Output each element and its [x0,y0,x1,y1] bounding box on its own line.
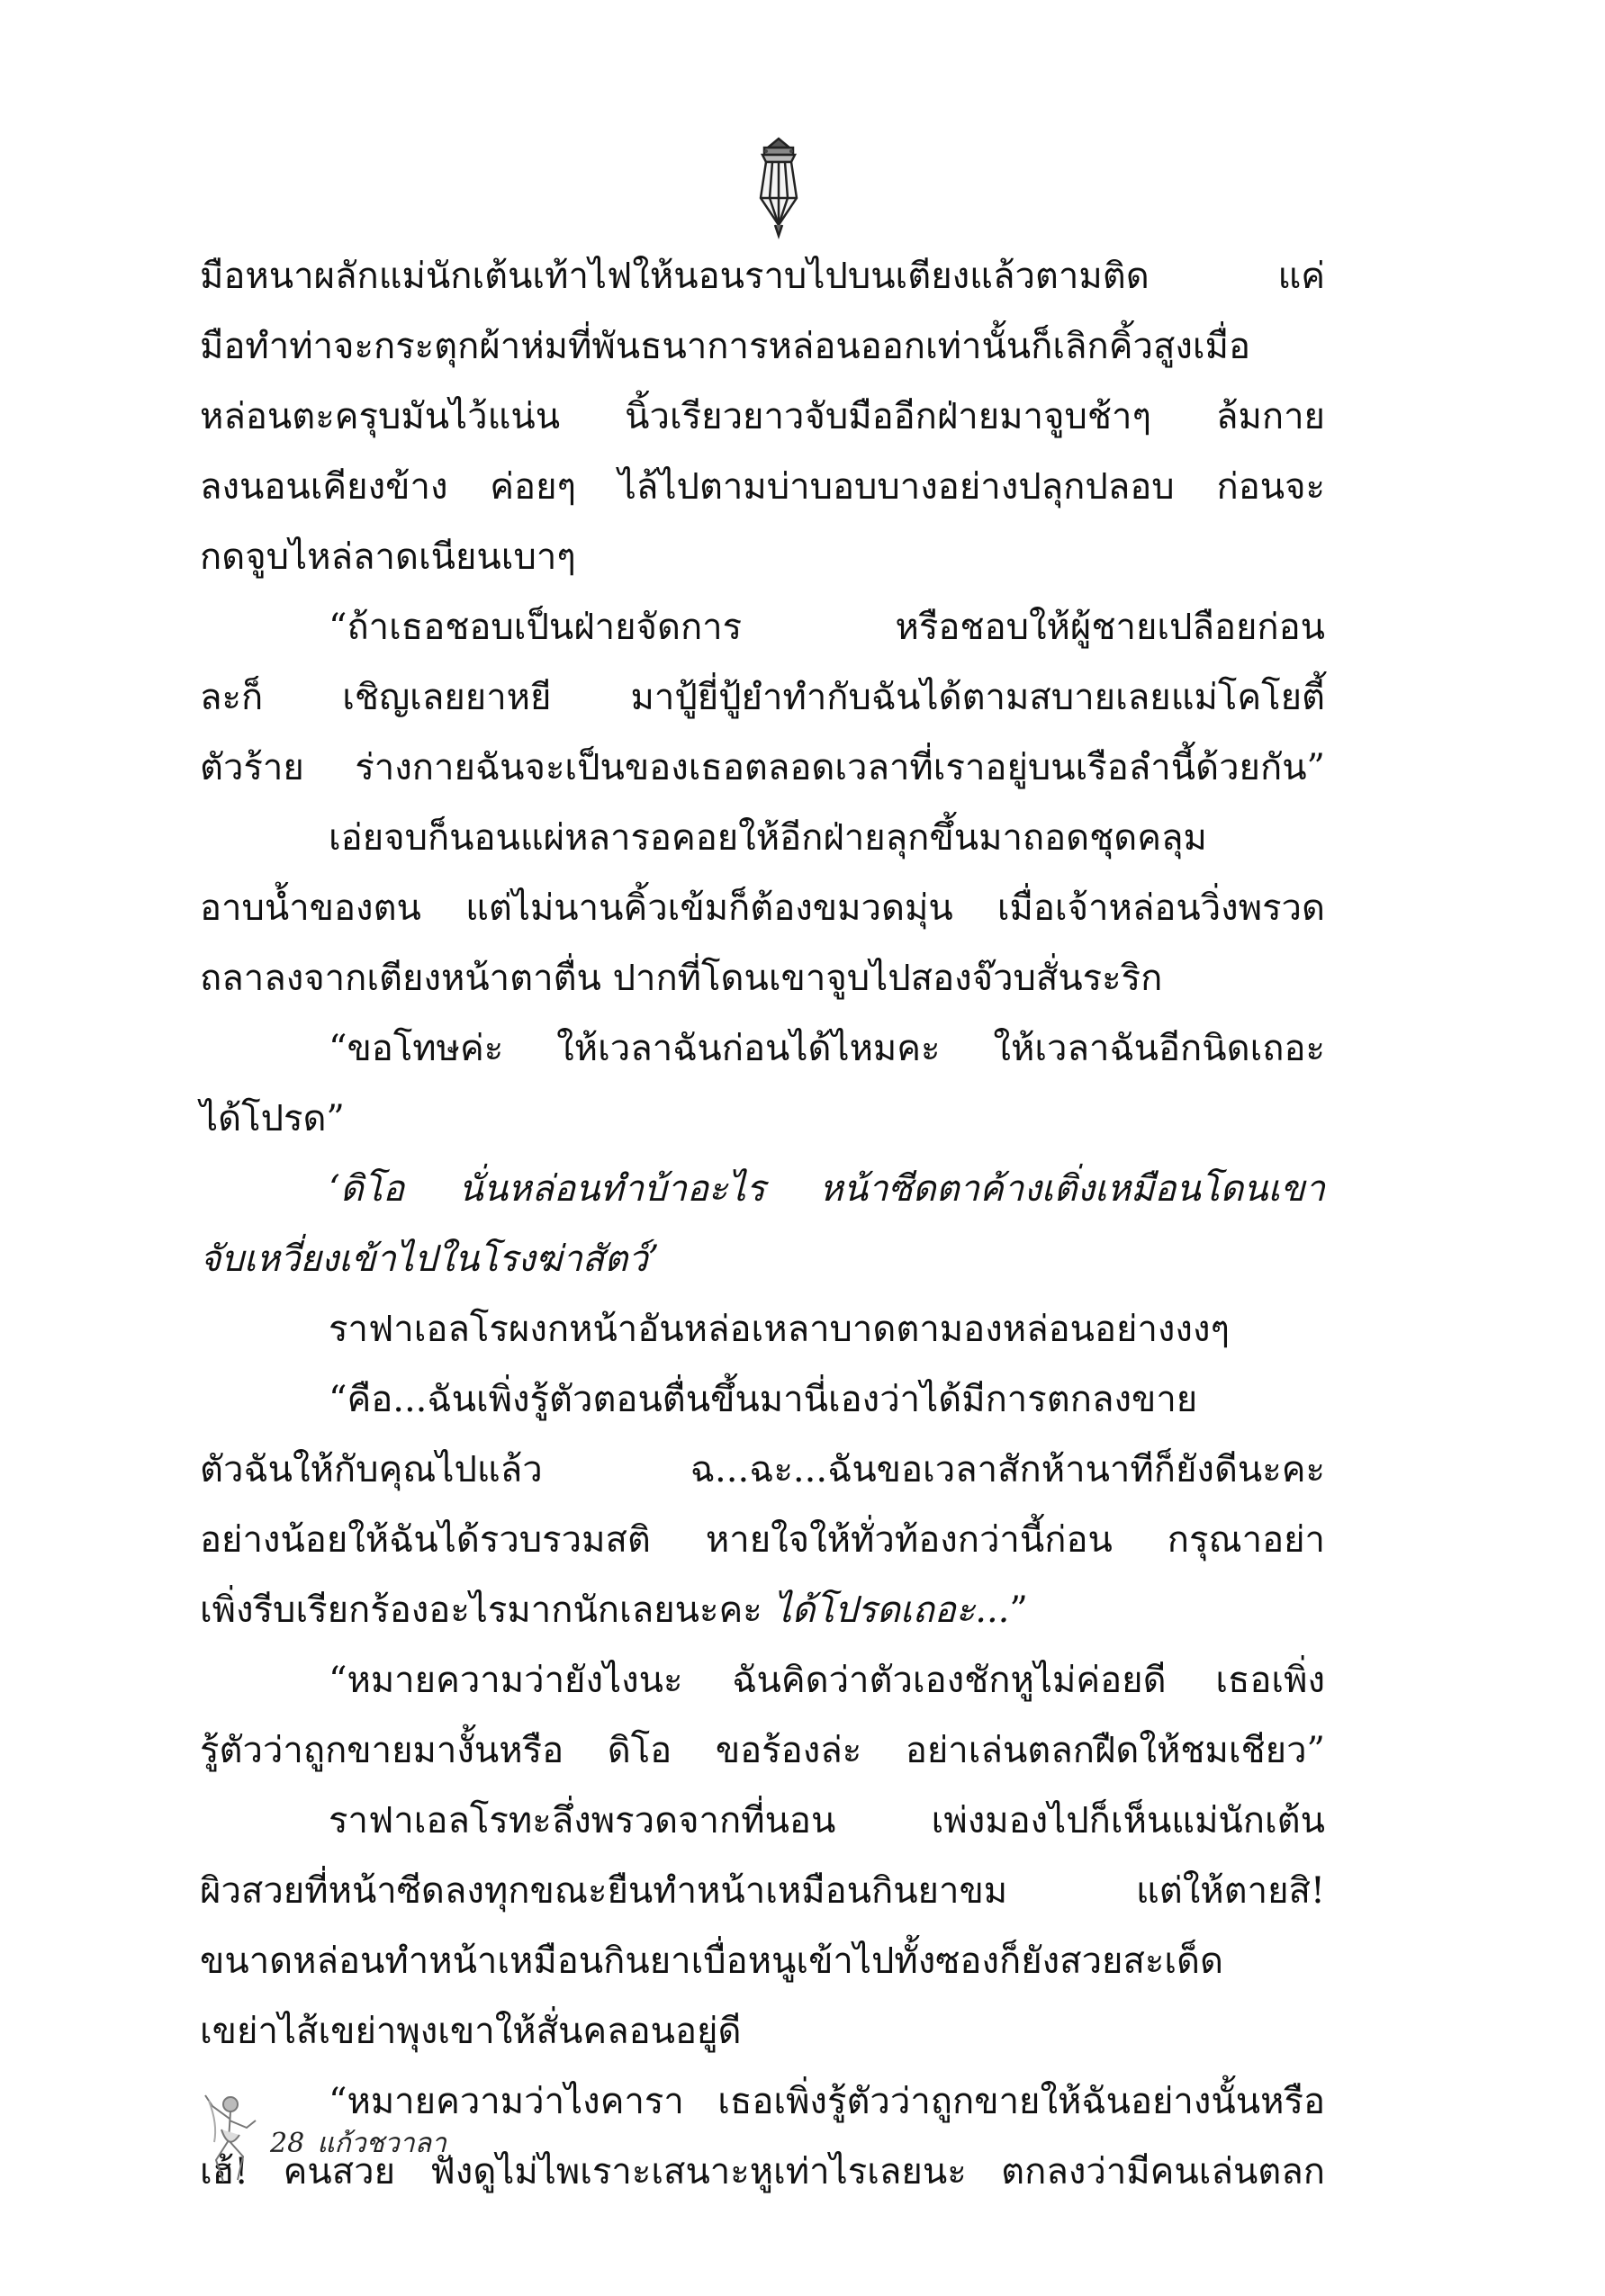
text-line: หล่อนตะครุบมันไว้แน่น นิ้วเรียวยาวจับมืออีกฝ่ายมาจูบช้าๆ ล้มกาย [200,396,1325,437]
text-line: อาบน้ำของตน แต่ไม่นานคิ้วเข้มก็ต้องขมวดมุ่น เมื่อเจ้าหล่อนวิ่งพรวด [200,887,1325,929]
text-line: ขนาดหล่อนทำหน้าเหมือนกินยาเบื่อหนูเข้าไปทั้งซองก็ยังสวยสะเด็ด [200,1940,1224,1982]
book-title: แก้วชวาลา [317,2128,446,2159]
dancer-icon [196,2088,261,2187]
text-line: ราฟาเอลโรทะลึ่งพรวดจากที่นอน เพ่งมองไปก็เห็นแม่นักเต้น [329,1800,1325,1841]
text-line: ‘ดิโอ นั่นหล่อนทำบ้าอะไร หน้าซีดตาค้างเติ่งเหมือนโดนเขา [329,1168,1325,1210]
text-line: ได้โปรด” [200,1098,345,1139]
text-line: ถลาลงจากเตียงหน้าตาตื่น ปากที่โดนเขาจูบไปสองจ๊วบสั่นระริก [200,958,1163,999]
text-line: “ถ้าเธอชอบเป็นฝ่ายจัดการ หรือชอบให้ผู้ชายเปลือยก่อน [329,607,1325,648]
text-line: มือหนาผลักแม่นักเต้นเท้าไฟให้นอนราบไปบนเตียงแล้วตามติด แค่ [200,256,1325,297]
text-line: เขย่าไส้เขย่าพุงเขาให้สั่นคลอนอยู่ดี [200,2011,742,2052]
page-footer [196,2088,646,2187]
text-line: “ขอโทษค่ะ ให้เวลาฉันก่อนได้ไหมคะ ให้เวลาฉันอีกนิดเถอะ [329,1028,1325,1069]
text-line: เพิ่งรีบเรียกร้องอะไรมากนักเลยนะคะ ได้โปรดเถอะ...” [200,1589,1028,1631]
text-line: “หมายความว่าไงคารา เธอเพิ่งรู้ตัวว่าถูกขายให้ฉันอย่างนั้นหรือ [329,2081,1325,2122]
text-line: ผิวสวยที่หน้าซีดลงทุกขณะยืนทำหน้าเหมือนกินยาขม แต่ให้ตายสิ! [200,1870,1325,1912]
text-line: “หมายความว่ายังไงนะ ฉันคิดว่าตัวเองชักหูไม่ค่อยดี เธอเพิ่ง [329,1660,1325,1701]
text-line: ลงนอนเคียงข้าง ค่อยๆ ไล้ไปตามบ่าบอบบางอย่างปลุกปลอบ ก่อนจะ [200,466,1325,508]
lantern-icon [743,135,815,243]
text-line: “คือ...ฉันเพิ่งรู้ตัวตอนตื่นขึ้นมานี่เองว่าได้มีการตกลงขาย [329,1379,1198,1420]
text-line: ตัวร้าย ร่างกายฉันจะเป็นของเธอตลอดเวลาที่เราอยู่บนเรือลำนี้ด้วยกัน” [200,747,1325,788]
text-line: ราฟาเอลโรผงกหน้าอันหล่อเหลาบาดตามองหล่อนอย่างงงๆ [329,1309,1230,1350]
text-line: จับเหวี่ยงเข้าไปในโรงฆ่าสัตว์’ [200,1238,660,1280]
text-line: ละก็ เชิญเลยยาหยี มาปู้ยี่ปู้ยำทำกับฉันได้ตามสบายเลยแม่โคโยตี้ [200,677,1325,718]
page-number: 28 [270,2128,305,2159]
text-line: กดจูบไหล่ลาดเนียนเบาๆ [200,536,576,578]
text-line: ตัวฉันให้กับคุณไปแล้ว ฉ...ฉะ...ฉันขอเวลาสักห้านาทีก็ยังดีนะคะ [200,1449,1325,1490]
text-line: เฮ้! คนสวย ฟังดูไม่ไพเราะเสนาะหูเท่าไรเลยนะ ตกลงว่ามีคนเล่นตลก [200,2151,1325,2192]
text-line: มือทำท่าจะกระตุกผ้าห่มที่พันธนาการหล่อนออกเท่านั้นก็เลิกคิ้วสูงเมื่อ [200,326,1250,367]
text-line: เอ่ยจบก็นอนแผ่หลารอคอยให้อีกฝ่ายลุกขึ้นมาถอดชุดคลุม [329,817,1207,859]
footer-text [270,2122,459,2165]
text-line: รู้ตัวว่าถูกขายมางั้นหรือ ดิโอ ขอร้องล่ะ อย่าเล่นตลกฝืดให้ชมเชียว” [200,1730,1325,1771]
text-line: อย่างน้อยให้ฉันได้รวบรวมสติ หายใจให้ทั่วท้องกว่านี้ก่อน กรุณาอย่า [200,1519,1325,1561]
body-text [200,241,1325,2207]
